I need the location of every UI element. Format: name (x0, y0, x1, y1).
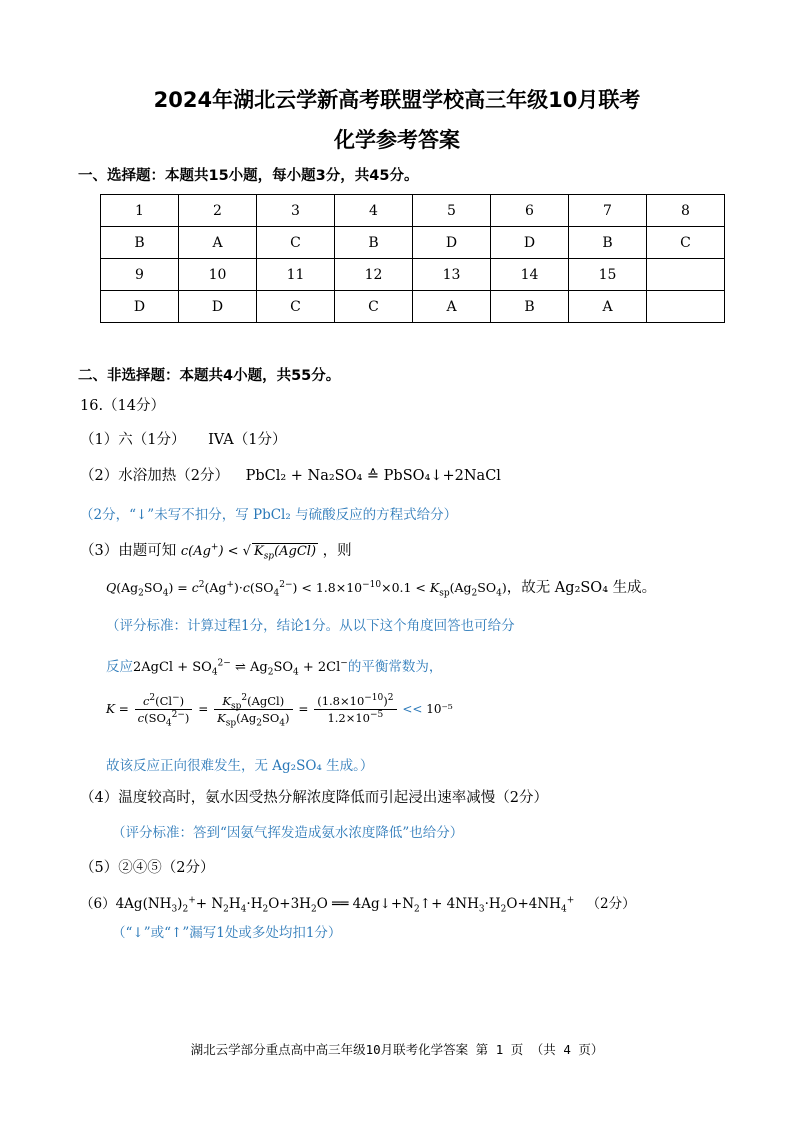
table-cell: 9 (101, 259, 179, 291)
table-row-question-numbers (101, 259, 725, 291)
table-cell: D (491, 227, 569, 259)
table-row-question-numbers (101, 195, 725, 227)
table-cell: 10 (179, 259, 257, 291)
part-3-note: （评分标准：计算过程1分，结论1分。从以下这个角度回答也可给分 (106, 618, 515, 634)
table-cell: A (569, 291, 647, 323)
table-cell: 1 (101, 195, 179, 227)
answer-table (100, 194, 725, 323)
table-cell: C (257, 227, 335, 259)
part-5: （5）②④⑤（2分） (80, 860, 215, 876)
table-cell: D (413, 227, 491, 259)
table-cell: B (335, 227, 413, 259)
part-1-label: （1）六（1分） (80, 432, 186, 448)
section2-heading: 二、非选择题：本题共4小题，共55分。 (78, 368, 341, 384)
part-6: $(6)4Ag(NH_3)_2^++ N_2H_4\cdot H_2O+3H_2O$ ══ $4Ag↓+N_2↑+ 4NH_3\cdot H_2O+4NH_4^+$ （2分） (80, 895, 636, 915)
table-cell: C (257, 291, 335, 323)
part-2-equation: PbCl₂ + Na₂SO₄ ≙ PbSO₄↓+2NaCl (245, 468, 501, 484)
table-cell: 14 (491, 259, 569, 291)
question-16-header: 16.（14分） (80, 398, 166, 414)
table-cell: 3 (257, 195, 335, 227)
table-cell: D (179, 291, 257, 323)
table-cell: 7 (569, 195, 647, 227)
table-cell: 4 (335, 195, 413, 227)
page-footer: 湖北云学部分重点高中高三年级10月联考化学答案 第 1 页 （共 4 页） (190, 1042, 604, 1057)
table-cell: 5 (413, 195, 491, 227)
table-cell (647, 259, 725, 291)
part-2-label: （2）水浴加热（2分） (80, 468, 229, 484)
table-cell: 13 (413, 259, 491, 291)
part-3-inequality: c(Ag+) < √ $K_{sp}(AgCl)$ (180, 542, 317, 562)
table-cell: C (335, 291, 413, 323)
table-cell: 15 (569, 259, 647, 291)
page-title: 2024年湖北云学新高考联盟学校高三年级10月联考 (153, 88, 641, 112)
part-2-note: （2分，“↓”未写不扣分，写 PbCl₂ 与硫酸反应的方程式给分） (80, 507, 458, 523)
table-cell: B (491, 291, 569, 323)
part-1-value: IVA（1分） (208, 432, 287, 448)
part-2 (80, 464, 501, 485)
table-cell: D (101, 291, 179, 323)
table-cell: 11 (257, 259, 335, 291)
part-4: （4）温度较高时，氨水因受热分解浓度降低而引起浸出速率减慢（2分） (80, 790, 548, 806)
table-cell: B (101, 227, 179, 259)
table-cell: B (569, 227, 647, 259)
part-6-note: （“↓”或“↑”漏写1处或多处均扣1分） (112, 925, 342, 941)
table-cell (647, 291, 725, 323)
page-subtitle: 化学参考答案 (334, 128, 460, 152)
table-row-answers (101, 291, 725, 323)
part-3-intro: （3）由题可知 c(Ag+) < √ $K_{sp}(AgCl)$ ，则 (80, 542, 352, 562)
part-3-k-expression: K = $\frac{c^2(Cl^-)}{c(SO_4^{2-})}$ = $\frac{K_{sp}^2(AgCl)}{K_{sp}(Ag_2SO_4)}$ = $\frac{(1.8\times 10^{-10})^2}{1.2\times 10^{-5}}$ << 10⁻⁵ (106, 693, 453, 729)
table-cell: 8 (647, 195, 725, 227)
part-3-reaction: 反应2AgCl + $SO_4^{2-}$ ⇌ $Ag_2SO_4 + 2Cl^-$的平衡常数为， (106, 658, 443, 678)
part-3-final-note: 故该反应正向很难发生，无 Ag₂SO₄ 生成。） (106, 758, 374, 774)
table-row-answers (101, 227, 725, 259)
table-cell: C (647, 227, 725, 259)
part-4-note: （评分标准：答到“因氨气挥发造成氨水浓度降低”也给分） (112, 825, 464, 841)
table-cell: A (413, 291, 491, 323)
part-1 (80, 428, 286, 449)
table-cell: 2 (179, 195, 257, 227)
table-cell: 12 (335, 259, 413, 291)
section1-heading: 一、选择题：本题共15小题，每小题3分，共45分。 (78, 168, 419, 184)
table-cell: 6 (491, 195, 569, 227)
table-cell: A (179, 227, 257, 259)
part-3-calc: $Q(Ag_2SO_4) = c^2(Ag^+)\cdot c(SO_4^{2-}) < 1.8\times 10^{-10}\times 0.1 < K_{sp}(Ag_2SO_4)$，故无 Ag₂SO₄ 生成。 (106, 579, 657, 599)
part-6-equation: $4Ag(NH_3)_2^++ N_2H_4\cdot H_2O+3H_2O$ ══ $4Ag↓+N_2↑+ 4NH_3\cdot H_2O+4NH_4^+$ (115, 895, 575, 915)
